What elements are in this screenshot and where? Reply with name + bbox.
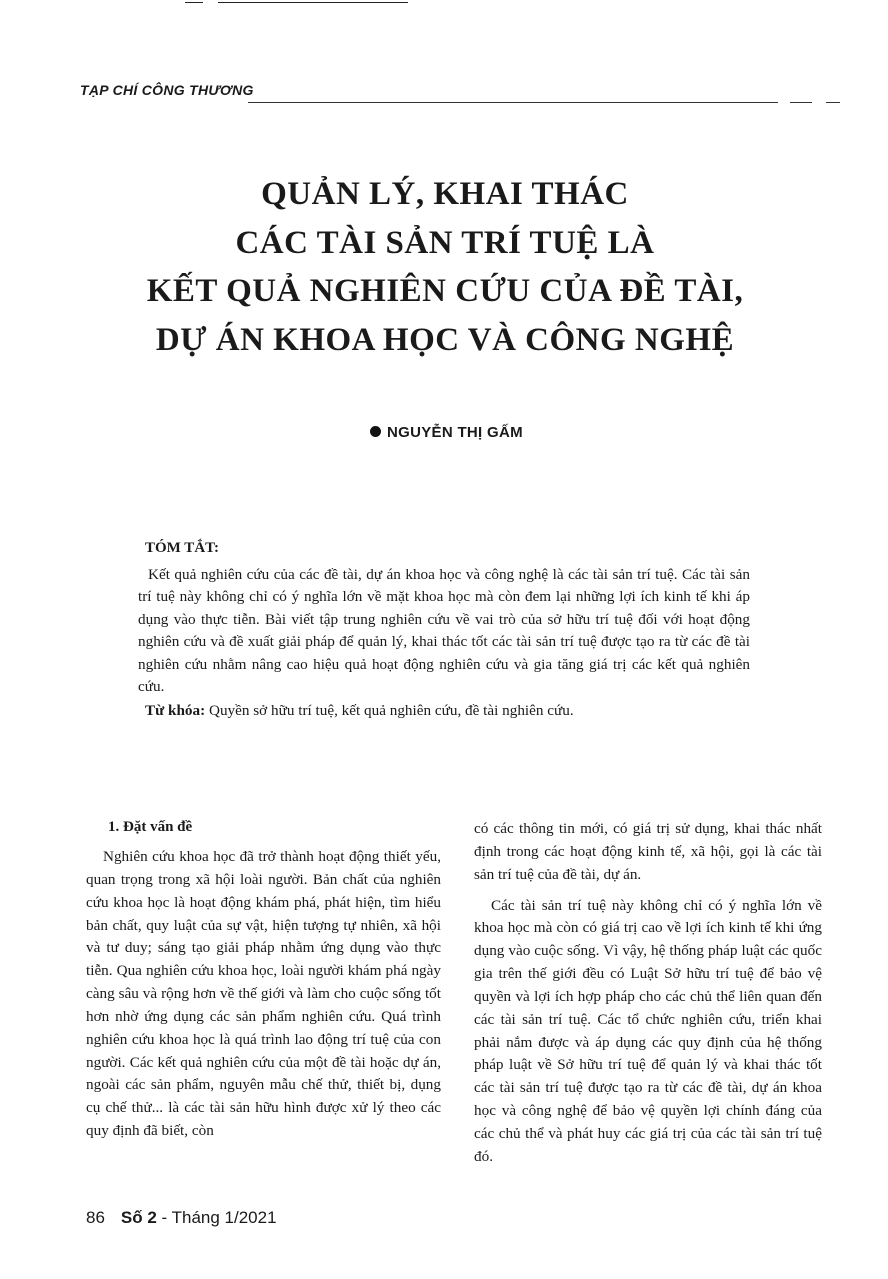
body-paragraph-2: Các tài sản trí tuệ này không chỉ có ý nghĩa lớn về khoa học mà còn có giá trị cao về lợi ích kinh tế khi ứng dụng vào cuộc sống. Vì vậy, hệ thống pháp luật các quốc gia trên thế giới đều có Luật Sở hữu trí tuệ để bảo vệ quyền và lợi ích hợp pháp cho các chủ thể liên quan đến các tài sản trí tuệ. Các tổ chức nghiên cứu, triển khai phải nắm được và áp dụng các quy định của hệ thống pháp luật về Sở hữu trí tuệ để quản lý và khai thác tốt các tài sản trí tuệ được tạo ra từ các đề tài, dự án khoa học và công nghệ để bảo vệ quyền lợi chính đáng của các chủ thể và phát huy các giá trị của các tài sản trí tuệ đó.: [474, 896, 822, 1165]
header-rule-dash-2: [826, 102, 840, 103]
abstract-body: [138, 564, 750, 698]
body-paragraph-1: Nghiên cứu khoa học đã trở thành hoạt động thiết yếu, quan trọng trong xã hội loài người. Bản chất của nghiên cứu khoa học là hoạt động khám phá, phát hiện, tìm hiểu bản chất, quy luật của sự vật, hiện tượng tự nhiên, xã hội và tư duy; sáng tạo giải pháp nhằm ứng dụng vào thực tiễn. Qua nghiên cứu khoa học, loài người khám phá ngày càng sâu và rộng hơn về thế giới và làm cho cuộc sống tốt hơn nhờ ứng dụng các sản phẩm nghiên cứu. Quá trình nghiên cứu khoa học là quá trình lao động trí tuệ của con người. Các kết quả nghiên cứu của một đề tài hoặc dự án, ngoài các sản phẩm, nguyên mẫu chế thử, thiết bị, dụng cụ chế thử... là các tài sản hữu hình được xử lý theo các quy định đã biết, còn: [86, 848, 441, 1140]
header-rule: [248, 102, 778, 103]
journal-header: TẠP CHÍ CÔNG THƯƠNG: [80, 82, 254, 98]
top-rule-long: [218, 2, 408, 3]
bullet-icon: [370, 426, 381, 437]
keywords: [145, 702, 757, 720]
keywords-text: Quyền sở hữu trí tuệ, kết quả nghiên cứu, đề tài nghiên cứu.: [208, 702, 574, 719]
issue-date: - Tháng 1/2021: [156, 1208, 277, 1227]
keywords-label: Từ khóa:: [145, 702, 206, 719]
page-number: 86: [86, 1208, 105, 1227]
title-line-2: CÁC TÀI SẢN TRÍ TUỆ LÀ: [235, 224, 655, 261]
title-line-4: DỰ ÁN KHOA HỌC VÀ CÔNG NGHỆ: [155, 321, 735, 358]
page-footer: [86, 1208, 277, 1228]
title-line-3: KẾT QUẢ NGHIÊN CỨU CỦA ĐỀ TÀI,: [146, 273, 744, 309]
section-heading: 1. Đặt vấn đề: [108, 819, 193, 835]
abstract-text: Kết quả nghiên cứu của các đề tài, dự án khoa học và công nghệ là các tài sản trí tuệ. Các tài sản trí tuệ này không chỉ có ý nghĩa lớn về mặt khoa học mà còn đem lại những lợi ích kinh tế khi áp dụng vào thực tiễn. Bài viết tập trung nghiên cứu về vai trò của sở hữu trí tuệ đối với hoạt động nghiên cứu và đề xuất giải pháp để quản lý, khai thác tốt các tài sản trí tuệ được tạo ra từ các đề tài nghiên cứu nhằm nâng cao hiệu quả hoạt động nghiên cứu và gia tăng giá trị các kết quả nghiên cứu.: [138, 566, 750, 696]
author-byline: [370, 424, 523, 441]
right-column: [474, 818, 822, 1169]
body-paragraph-continuation: có các thông tin mới, có giá trị sử dụng, khai thác nhất định trong các hoạt động kinh tế, xã hội, gọi là các tài sản trí tuệ của đề tài, dự án.: [474, 820, 822, 883]
author-name: NGUYỄN THỊ GẤM: [387, 424, 523, 441]
top-rule-short: [185, 2, 203, 3]
header-rule-dash-1: [790, 102, 812, 103]
issue-number: Số 2: [120, 1208, 157, 1227]
abstract-label: TÓM TẮT:: [145, 540, 220, 556]
left-column: [86, 846, 441, 1143]
article-title: [60, 170, 830, 364]
title-line-1: QUẢN LÝ, KHAI THÁC: [261, 176, 629, 212]
